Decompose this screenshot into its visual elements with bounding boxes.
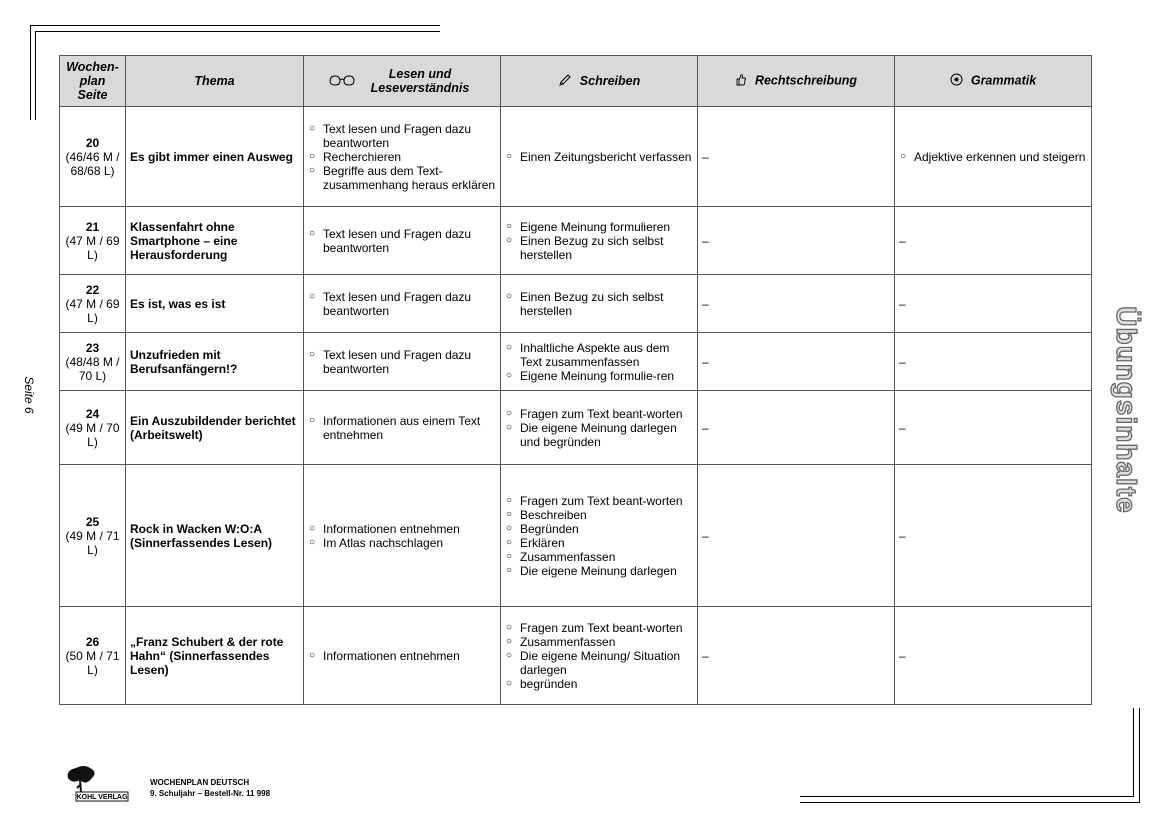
page-ref: (49 M / 71 L): [65, 528, 120, 557]
list-item: ○ Die eigene Meinung/ Situation darlegen: [505, 649, 693, 677]
list-item: ○ Fragen zum Text beant-worten: [505, 407, 693, 421]
rechtschreibung-cell: –: [698, 391, 895, 465]
frame-line-right-1: [1133, 708, 1134, 797]
lesen-cell: [304, 207, 501, 275]
list-item: ○ Die eigene Meinung darlegen: [505, 564, 693, 578]
pen-icon: [558, 73, 572, 90]
schreiben-cell: [501, 465, 698, 607]
table-row: [60, 391, 1092, 465]
page-ref: (46/46 M / 68/68 L): [65, 149, 120, 178]
rechtschreibung-cell: –: [698, 275, 895, 333]
thema-cell: Ein Auszubildender berichtet (Arbeitswelt): [126, 391, 304, 465]
page-ref: (47 M / 69 L): [65, 233, 120, 262]
header-thema: Thema: [126, 56, 304, 107]
logo-text: KOHL VERLAG: [76, 794, 128, 801]
frame-line-bottom-1: [800, 796, 1134, 797]
grammatik-cell: –: [895, 275, 1092, 333]
lesen-list: [308, 227, 496, 255]
lesen-cell: [304, 465, 501, 607]
table-row: [60, 275, 1092, 333]
frame-line-bottom-2: [800, 802, 1140, 803]
page-number: Seite 6: [22, 376, 36, 414]
section-title: Übungsinhalte: [1111, 306, 1142, 514]
list-item: ○ Text lesen und Fragen dazu beantworten: [308, 227, 496, 255]
table-header-row: [60, 56, 1092, 107]
frame-line-right-2: [1139, 708, 1140, 803]
list-item: ○ Begründen: [505, 522, 693, 536]
list-item: ○ Recherchieren: [308, 150, 496, 164]
wochenplan-cell: [60, 607, 126, 705]
thema-cell: „Franz Schubert & der rote Hahn“ (Sinnerfassendes Lesen): [126, 607, 304, 705]
list-item: ○ Fragen zum Text beant-worten: [505, 621, 693, 635]
schreiben-cell: [501, 391, 698, 465]
list-item: ○ begründen: [505, 677, 693, 691]
grammatik-list: [899, 150, 1087, 164]
rechtschreibung-cell: –: [698, 465, 895, 607]
list-item: ○ Text lesen und Fragen dazu beantworten: [308, 348, 496, 376]
wochenplan-cell: [60, 207, 126, 275]
lesen-list: [308, 290, 496, 318]
list-item: ○ Erklären: [505, 536, 693, 550]
list-item: ○ Zusammenfassen: [505, 635, 693, 649]
page-num: 24: [85, 406, 100, 421]
lesen-cell: [304, 391, 501, 465]
page-ref: (50 M / 71 L): [65, 648, 120, 677]
rechtschreibung-cell: –: [698, 207, 895, 275]
glasses-icon: [328, 73, 356, 90]
list-item: ○ Fragen zum Text beant-worten: [505, 494, 693, 508]
page-num: 20: [85, 135, 100, 150]
list-item: ○ Informationen entnehmen: [308, 522, 496, 536]
frame-line-top-1: [30, 25, 440, 26]
schreiben-cell: [501, 607, 698, 705]
schreiben-cell: [501, 207, 698, 275]
list-item: ○ Beschreiben: [505, 508, 693, 522]
publisher-logo: [64, 764, 144, 802]
table-row: [60, 333, 1092, 391]
lesen-list: [308, 348, 496, 376]
target-icon: [950, 73, 963, 89]
grammatik-cell: –: [895, 391, 1092, 465]
table-row: [60, 107, 1092, 207]
list-item: ○ Einen Zeitungsbericht verfassen: [505, 150, 693, 164]
schreiben-list: [505, 621, 693, 691]
table-row: [60, 207, 1092, 275]
header-lesen: [304, 56, 501, 107]
header-schreiben: [501, 56, 698, 107]
wochenplan-cell: [60, 465, 126, 607]
header-grammatik: [895, 56, 1092, 107]
schreiben-list: [505, 220, 693, 262]
lesen-cell: [304, 333, 501, 391]
lesen-list: [308, 522, 496, 550]
frame-line-left-1: [30, 25, 31, 120]
grammatik-cell: –: [895, 465, 1092, 607]
footer-line-1: WOCHENPLAN DEUTSCH: [150, 778, 250, 787]
grammatik-cell: –: [895, 607, 1092, 705]
footer-line-2: 9. Schuljahr – Bestell-Nr. 11 998: [150, 789, 271, 798]
list-item: ○ Eigene Meinung formulieren: [505, 220, 693, 234]
schreiben-list: [505, 150, 693, 164]
schreiben-cell: [501, 275, 698, 333]
rechtschreibung-cell: –: [698, 607, 895, 705]
grammatik-cell: [895, 107, 1092, 207]
header-schreiben-label: Schreiben: [579, 73, 641, 88]
list-item: ○ Eigene Meinung formulie-ren: [505, 369, 693, 383]
list-item: ○ Inhaltliche Aspekte aus dem Text zusammenfassen: [505, 341, 693, 369]
page-num: 23: [85, 340, 100, 355]
wochenplan-cell: [60, 391, 126, 465]
header-wochenplan: Wochen-plan Seite: [60, 56, 126, 107]
table-row: [60, 607, 1092, 705]
list-item: ○ Begriffe aus dem Text-zusammenhang heraus erklären: [308, 164, 496, 192]
thumbs-up-icon: [735, 73, 747, 89]
thema-cell: Es gibt immer einen Ausweg: [126, 107, 304, 207]
header-lesen-label: Lesen und Leseverständnis: [370, 67, 470, 95]
lesen-list: [308, 122, 496, 192]
list-item: ○ Zusammenfassen: [505, 550, 693, 564]
footer-info: [150, 777, 270, 799]
page-num: 26: [85, 634, 100, 649]
wochenplan-cell: [60, 107, 126, 207]
frame-line-left-2: [35, 31, 36, 120]
page-ref: (48/48 M / 70 L): [65, 354, 120, 383]
header-rechtschreibung: [698, 56, 895, 107]
schreiben-list: [505, 290, 693, 318]
page-num: 22: [85, 282, 100, 297]
list-item: ○ Einen Bezug zu sich selbst herstellen: [505, 290, 693, 318]
page-num: 21: [85, 219, 100, 234]
thema-cell: Unzufrieden mit Berufsanfängern!?: [126, 333, 304, 391]
header-rechtschreibung-label: Rechtschreibung: [754, 73, 858, 88]
list-item: ○ Informationen aus einem Text entnehmen: [308, 414, 496, 442]
frame-line-top-2: [35, 31, 440, 32]
grammatik-cell: –: [895, 333, 1092, 391]
list-item: ○ Informationen entnehmen: [308, 649, 496, 663]
list-item: ○ Adjektive erkennen und steigern: [899, 150, 1087, 164]
thema-cell: Klassenfahrt ohne Smartphone – eine Herausforderung: [126, 207, 304, 275]
page-ref: (49 M / 70 L): [65, 420, 120, 449]
rechtschreibung-cell: –: [698, 333, 895, 391]
table-row: [60, 465, 1092, 607]
lesen-cell: [304, 607, 501, 705]
schreiben-cell: [501, 333, 698, 391]
thema-cell: Rock in Wacken W:O:A (Sinnerfassendes Lesen): [126, 465, 304, 607]
lesson-table: [59, 55, 1092, 705]
page-num: 25: [85, 514, 100, 529]
thema-cell: Es ist, was es ist: [126, 275, 304, 333]
list-item: ○ Text lesen und Fragen dazu beantworten: [308, 122, 496, 150]
schreiben-cell: [501, 107, 698, 207]
lesen-list: [308, 649, 496, 663]
schreiben-list: [505, 407, 693, 449]
wochenplan-cell: [60, 275, 126, 333]
schreiben-list: [505, 341, 693, 383]
wochenplan-cell: [60, 333, 126, 391]
page-ref: (47 M / 69 L): [65, 296, 120, 325]
list-item: ○ Text lesen und Fragen dazu beantworten: [308, 290, 496, 318]
lesen-cell: [304, 275, 501, 333]
list-item: ○ Einen Bezug zu sich selbst herstellen: [505, 234, 693, 262]
rechtschreibung-cell: –: [698, 107, 895, 207]
schreiben-list: [505, 494, 693, 578]
lesen-cell: [304, 107, 501, 207]
list-item: ○ Im Atlas nachschlagen: [308, 536, 496, 550]
list-item: ○ Die eigene Meinung darlegen und begründen: [505, 421, 693, 449]
header-grammatik-label: Grammatik: [970, 73, 1037, 88]
grammatik-cell: –: [895, 207, 1092, 275]
lesen-list: [308, 414, 496, 442]
